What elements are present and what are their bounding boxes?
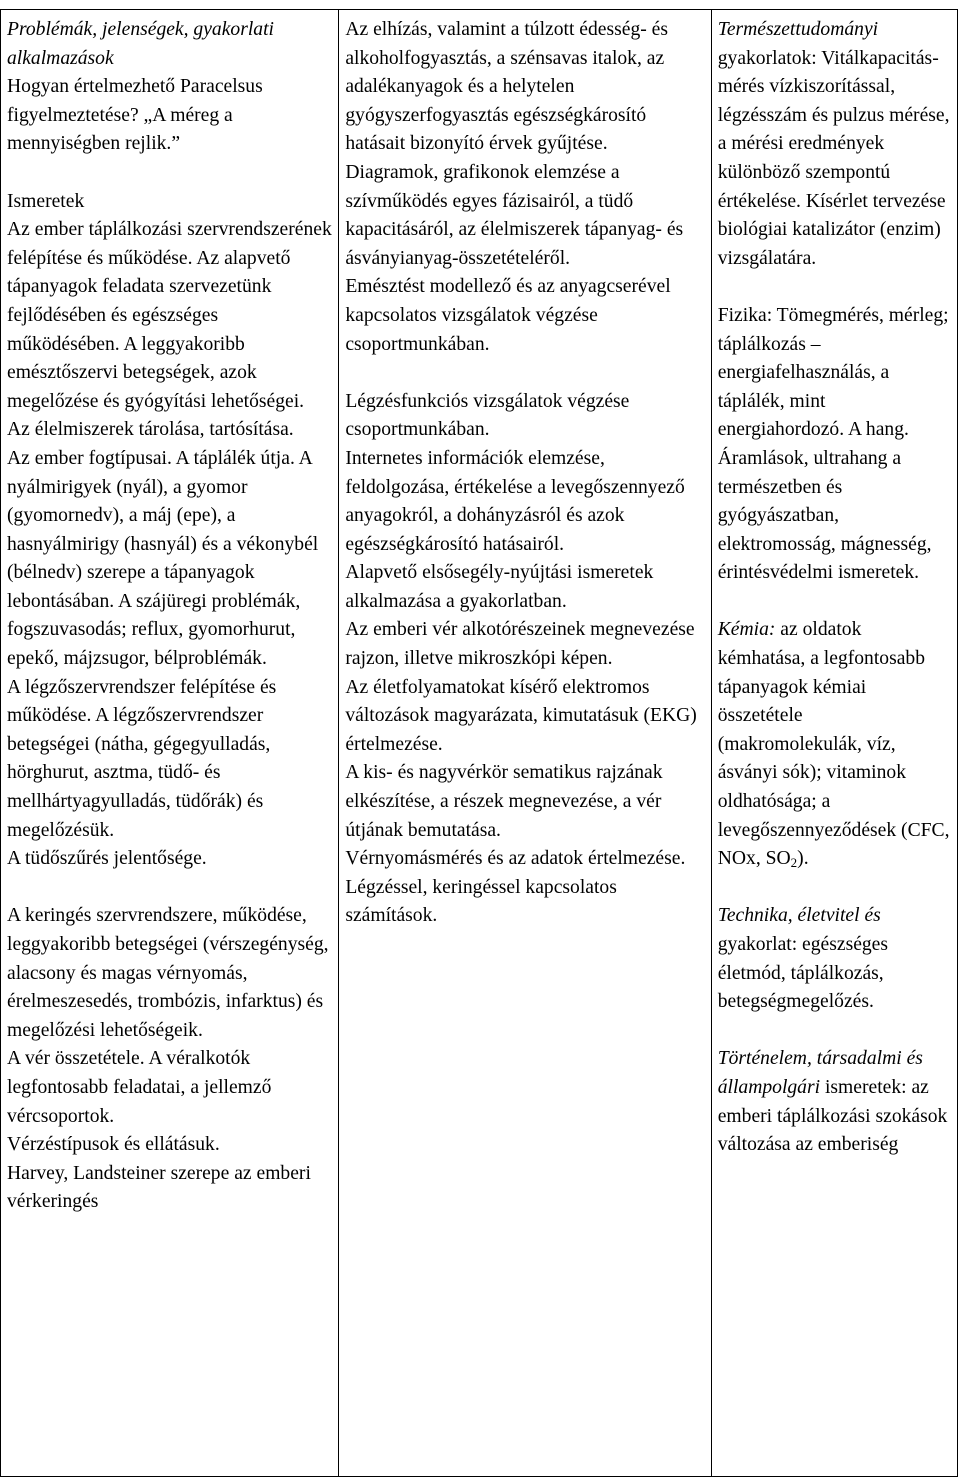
paragraph: Az ember fogtípusai. A táplálék útja. A nyálmirigyek (nyál), a gyomor (gyomornedv), a máj (epe), a hasnyálmirigy (hasnyál) és a vékonybél (bélnedv) szerepe a tápanyagok lebontásában. A szájüregi problémák, fogszuvasodás; reflux, gyomorhurut, epekő, májzsugor, bélproblémák. — [7, 447, 319, 670]
connections-column — [711, 10, 957, 1477]
spacer — [7, 159, 332, 188]
paragraph: A vér összetétele. A véralkotók legfontosabb feladatai, a jellemző vércsoportok. — [7, 1048, 272, 1127]
paragraph: A tüdőszűrés jelentősége. — [7, 848, 207, 870]
paragraph: Az ember táplálkozási szervrendszerének felépítése és működése. Az alapvető tápanyagok feladata szervezetünk fejlődésében és egészséges működésében. A leggyakoribb emésztőszervi betegségek, azok megelőzése és gyógyítási lehetőségei. — [7, 219, 332, 412]
paragraph: Harvey, Landsteiner szerepe az emberi vérkeringés — [7, 1162, 311, 1213]
activities-column — [339, 10, 711, 1477]
paragraph: Légzésfunkciós vizsgálatok végzése csoportmunkában. — [345, 390, 630, 441]
paragraph: gyakorlatok: Vitálkapacitás-mérés vízkiszorítással, légzésszám és pulzus mérése, a mérési eredmények különböző szempontú értékelése. Kísérlet tervezése biológiai katalizátor (enzim) vizsgálatára. — [717, 47, 950, 269]
subject-title: Történelem, társadalmi és állampolgári — [717, 1048, 923, 1098]
paragraph: Hogyan értelmezhető Paracelsus figyelmeztetése? „A méreg a mennyiségben rejlik.” — [7, 76, 263, 155]
paragraph — [718, 1045, 951, 1159]
subject-text-end: ). — [797, 848, 809, 870]
paragraph: Légzéssel, keringéssel kapcsolatos számítások. — [345, 876, 617, 927]
paragraph: A kis- és nagyvérkör sematikus rajzának elkészítése, a részek megnevezése, a vér útjának bemutatása. — [345, 762, 663, 841]
paragraph: Az élelmiszerek tárolása, tartósítása. — [7, 419, 294, 441]
paragraph: Emésztést modellező és az anyagcserével kapcsolatos vizsgálatok végzése csoportmunkában. — [345, 276, 671, 355]
spacer — [7, 874, 332, 903]
subject-title: Természettudományi — [717, 19, 879, 40]
paragraph: Vérzéstípusok és ellátásuk. — [7, 1134, 220, 1156]
subject-text: ismeretek: az emberi táplálkozási szokások változása az emberiség — [717, 1076, 948, 1156]
paragraph: Az elhízás, valamint a túlzott édesség- és alkoholfogyasztás, a szénsavas italok, az adalékanyagok és a helytelen gyógyszerfogyasztás egészségkárosító hatásait bizonyító érvek gyűjtése. — [345, 19, 668, 155]
paragraph: Alapvető elsősegély-nyújtási ismeretek alkalmazása a gyakorlatban. — [345, 562, 654, 612]
subject-title: Technika, életvitel és — [717, 905, 881, 927]
paragraph: Diagramok, grafikonok elemzése a szívműködés egyes fázisairól, a tüdő kapacitásáról, az élelmiszerek tápanyag- és ásványianyag-összetételéről. — [345, 161, 684, 269]
paragraph: Az emberi vér alkotórészeinek megnevezése rajzon, illetve mikroszkópi képen. — [345, 619, 695, 670]
spacer — [345, 359, 704, 388]
paragraph: A légzőszervrendszer felépítése és működése. A légzőszervrendszer betegségei (nátha, gégegyulladás, hörghurut, asztma, tüdő- és mellhártyagyulladás, tüdőrák) és megelőzésük. — [7, 676, 277, 841]
paragraph: Internetes információk elemzése, feldolgozása, értékelése a levegőszennyező anyagokról, a dohányzásról és azok egészségkárosító hatásairól. — [345, 447, 685, 555]
subscript: 2 — [790, 855, 798, 871]
column-heading: Problémák, jelenségek, gyakorlati alkalmazások — [7, 19, 274, 69]
paragraph: A keringés szervrendszere, működése, leggyakoribb betegségei (vérszegénység, alacsony és magas vérnyomás, érelmeszesedés, trombózis, infarktus) és megelőzési lehetőségeik. — [7, 905, 329, 1041]
paragraph: Vérnyomásmérés és az adatok értelmezése. — [345, 848, 686, 870]
spacer — [718, 273, 951, 302]
subject-text: gyakorlat: egészséges életmód, táplálkozás, betegségmegelőzés. — [717, 934, 889, 1013]
paragraph: Fizika: Tömegmérés, mérleg; táplálkozás – energiafelhasználás, a táplálék, mint energiahordozó. A hang. Áramlások, ultrahang a természetben és gyógyászatban, elektromosság, mágnesség, érintésvédelmi ismeretek. — [717, 304, 949, 584]
spacer — [718, 1017, 951, 1046]
table-row — [1, 10, 958, 1477]
content-column — [1, 10, 339, 1477]
paragraph — [718, 902, 951, 1016]
subject-title: Kémia: — [717, 619, 776, 641]
subject-text: az oldatok kémhatása, a legfontosabb tápanyagok kémiai összetétele (makromolekulák, víz, ásványi sók); vitaminok oldhatósága; a levegőszennyeződések (CFC, NOx, SO — [717, 619, 950, 870]
curriculum-table — [0, 9, 958, 1477]
paragraph: Az életfolyamatokat kísérő elektromos változások magyarázata, kimutatásuk (EKG) értelmezése. — [345, 676, 697, 755]
section-heading: Ismeretek — [7, 190, 85, 212]
spacer — [718, 588, 951, 617]
paragraph — [718, 616, 951, 873]
spacer — [718, 874, 951, 903]
